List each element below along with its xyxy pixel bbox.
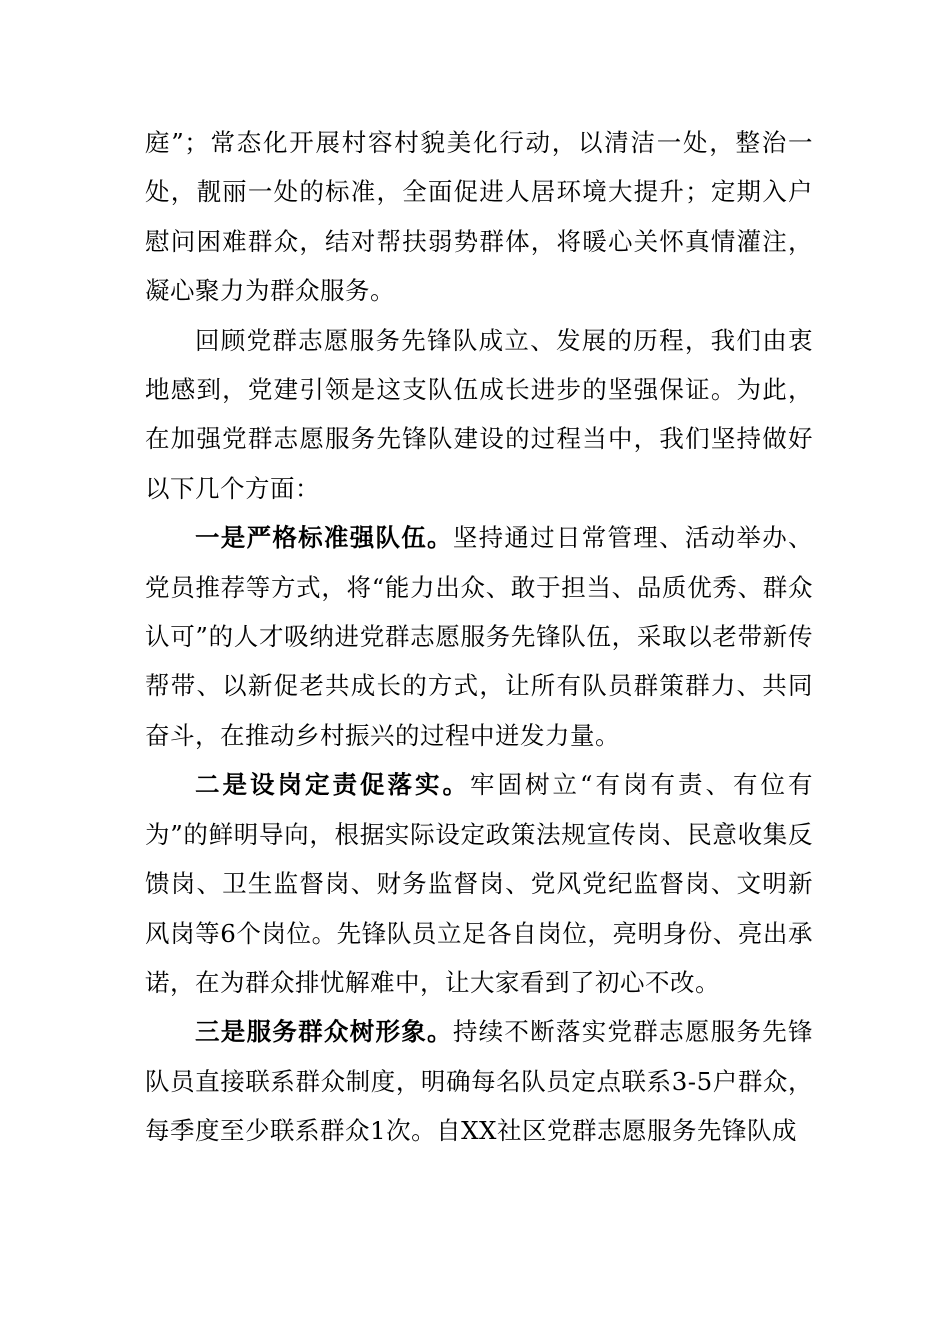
paragraph-5 [145,1007,813,1155]
paragraph-1 [145,118,813,316]
paragraph-2 [145,316,813,514]
paragraph-4-lead: 二是设岗定责促落实。 [195,770,470,800]
paragraph-5-text: 持续不断落实党群志愿服务先锋队员直接联系群众制度，明确每名队员定点联系3-5户群众，每季度至少联系群众1次。自XX社区党群志愿服务先锋队成 [145,1017,814,1146]
paragraph-4 [145,760,813,1007]
paragraph-4-text: 牢固树立“有岗有责、有位有为”的鲜明导向，根据实际设定政策法规宣传岗、民意收集反馈岗、卫生监督岗、财务监督岗、党风党纪监督岗、文明新风岗等6个岗位。先锋队员立足各自岗位，亮明身份、亮出承诺，在为群众排忧解难中，让大家看到了初心不改。 [145,770,814,997]
paragraph-3 [145,513,813,760]
paragraph-5-lead: 三是服务群众树形象。 [195,1017,453,1047]
document-body [145,118,813,1156]
paragraph-2-text: 回顾党群志愿服务先锋队成立、发展的历程，我们由衷地感到，党建引领是这支队伍成长进步的坚强保证。为此，在加强党群志愿服务先锋队建设的过程当中，我们坚持做好以下几个方面： [145,325,813,503]
paragraph-1-text: 庭”；常态化开展村容村貌美化行动，以清洁一处，整治一处，靓丽一处的标准，全面促进人居环境大提升；定期入户慰问困难群众，结对帮扶弱势群体，将暖心关怀真情灌注，凝心聚力为群众服务。 [145,128,813,306]
paragraph-3-lead: 一是严格标准强队伍。 [195,523,453,553]
paragraph-3-text: 坚持通过日常管理、活动举办、党员推荐等方式，将“能力出众、敢于担当、品质优秀、群众认可”的人才吸纳进党群志愿服务先锋队伍，采取以老带新传帮带、以新促老共成长的方式，让所有队员群策群力、共同奋斗，在推动乡村振兴的过程中迸发力量。 [145,523,814,750]
